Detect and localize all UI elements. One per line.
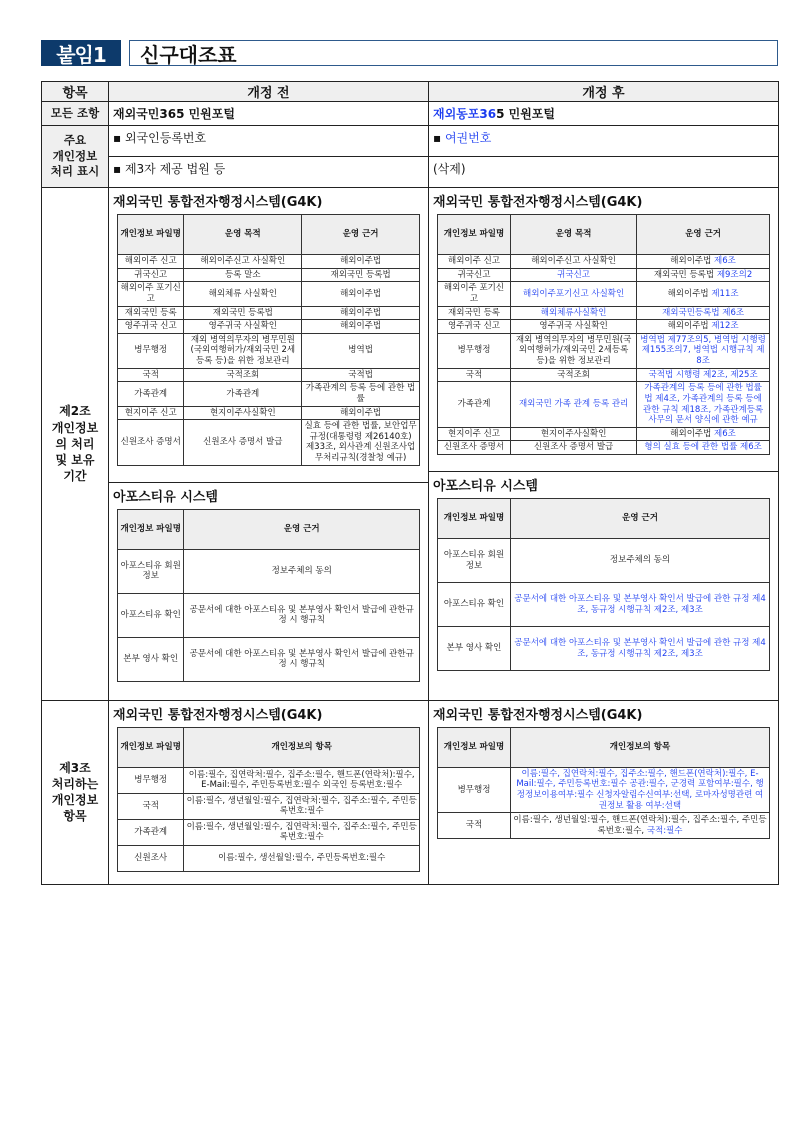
file-name-cell: 영주귀국 신고	[118, 320, 184, 334]
items-cell: 이름:필수, 생년월일:필수, 집연락처:필수, 집주소:필수, 주민등록번호:필수	[184, 819, 420, 845]
label-line: 주요	[63, 133, 87, 148]
apostille-title: 아포스티유 시스템	[113, 489, 218, 505]
file-name-cell: 재외국민 등록	[118, 306, 184, 320]
table-row	[438, 813, 770, 839]
basis-cell	[637, 282, 770, 306]
g4k-title: 재외국민 통합전자행정시스템(G4K)	[433, 195, 643, 210]
file-name-cell: 해외이주 신고	[118, 255, 184, 269]
changed-text: 제6조	[714, 256, 736, 266]
purpose-cell: 해외이주신고 사실확인	[511, 255, 637, 269]
file-name-cell: 현지이주 신고	[438, 427, 511, 441]
changed-text: 재외국민등록법 제6조	[662, 307, 745, 318]
purpose-cell: 해외이주신고 사실확인	[184, 255, 302, 269]
purpose-cell: 귀국신고	[511, 268, 637, 282]
header-cell: 운영 근거	[511, 499, 770, 539]
header-cell: 개인정보 파일명	[118, 215, 184, 255]
basis-cell	[637, 306, 770, 320]
file-name-cell: 영주귀국 신고	[438, 320, 511, 334]
label-line: 처리하는	[51, 776, 99, 791]
basis-cell: 국적법	[302, 368, 420, 382]
table-row	[438, 333, 770, 368]
header-cell: 개인정보 파일명	[438, 727, 511, 767]
table-row	[438, 539, 770, 583]
bullet: ▪	[433, 131, 445, 145]
file-name-cell: 신원조사 증명서	[438, 441, 511, 455]
purpose-cell: 신원조사 증명서 발급	[511, 441, 637, 455]
g4k-table-after	[437, 214, 770, 455]
basis-cell	[637, 255, 770, 269]
g4k-title: 재외국민 통합전자행정시스템(G4K)	[113, 195, 323, 210]
unchanged-text: 해외이주법	[667, 321, 712, 332]
basis-cell: 공문서에 대한 아포스티유 및 본부영사 확인서 발급에 관한규정 시 행규칙	[184, 593, 420, 637]
attachment-badge: 붙임1	[41, 40, 121, 66]
table-row	[438, 255, 770, 269]
header-cell: 개인정보의 항목	[184, 727, 420, 767]
comparison-table	[41, 81, 779, 885]
label-line: 제3조	[59, 760, 91, 775]
purpose-cell: 영주귀국 사실확인	[184, 320, 302, 334]
purpose-cell: 해외이주포기신고 사실확인	[511, 282, 637, 306]
items-table-after	[437, 727, 770, 840]
unchanged-text: 해외이주법	[667, 288, 712, 299]
purpose-cell: 국적조회	[511, 368, 637, 382]
unchanged-text: 재외국민 등록법	[653, 269, 717, 280]
basis-cell	[637, 333, 770, 368]
purpose-cell: 재외국민 가족 관계 등록 관리	[511, 382, 637, 428]
file-name-cell: 해외이주 포기신고	[438, 282, 511, 306]
basis-cell: 공문서에 대한 아포스티유 및 본부영사 확인서 발급에 관한 규정 제4조, 동규정 시행규칙 제2조, 제3조	[511, 583, 770, 627]
table-row	[118, 368, 420, 382]
file-name-cell: 아포스티유 회원정보	[438, 539, 511, 583]
basis-cell	[637, 441, 770, 455]
basis-cell: 해외이주법	[302, 406, 420, 420]
file-name-cell: 귀국신고	[438, 268, 511, 282]
table-row	[118, 767, 420, 793]
after-cell	[429, 700, 779, 884]
changed-text: 제6조	[714, 428, 736, 439]
table-row	[118, 306, 420, 320]
changed-text: 여권번호	[444, 131, 492, 145]
purpose-cell: 영주귀국 사실확인	[511, 320, 637, 334]
basis-cell: 재외국민 등록법	[302, 268, 420, 282]
basis-cell: 공문서에 대한 아포스티유 및 본부영사 확인서 발급에 관한규정 시 행규칙	[184, 637, 420, 681]
label-line: 처리 표시	[50, 164, 100, 179]
basis-cell	[637, 368, 770, 382]
purpose-cell: 해외체류 사실확인	[184, 282, 302, 306]
header-cell: 운영 근거	[302, 215, 420, 255]
items-cell: 이름:필수, 집연락처:필수, 집주소:필수, 핸드폰(연락처):필수, E-Mail:필수, 주민등록번호:필수 외국인 등록번호:필수	[184, 767, 420, 793]
header-cell: 개인정보의 항목	[511, 727, 770, 767]
table-row	[438, 767, 770, 813]
table-row	[438, 268, 770, 282]
after-cell	[429, 188, 779, 701]
after-text	[429, 102, 779, 126]
changed-text: 병역법 제77조의5, 병역법 시행령 제155조의7, 병역법 시행규칙 제8조	[640, 334, 766, 366]
changed-text: 재외동포36	[433, 107, 497, 121]
file-name-cell: 병무행정	[438, 767, 511, 813]
basis-cell	[637, 268, 770, 282]
changed-text: 국적법 시행령 제2조, 제25조	[648, 369, 758, 380]
row-all-articles	[42, 102, 779, 126]
file-name-cell: 아포스티유 확인	[118, 593, 184, 637]
table-row	[118, 549, 420, 593]
purpose-cell: 재외국민 등록법	[184, 306, 302, 320]
items-cell: 이름:필수, 생선월일:필수, 주민등록번호:필수	[184, 845, 420, 871]
header-cell: 운영 근거	[637, 215, 770, 255]
table-row	[118, 819, 420, 845]
file-name-cell: 가족관계	[438, 382, 511, 428]
table-row	[118, 268, 420, 282]
file-name-cell: 신원조사	[118, 845, 184, 871]
table-row	[118, 382, 420, 406]
changed-text: 제11조	[711, 288, 739, 299]
table-row	[438, 583, 770, 627]
after-text	[429, 126, 779, 157]
table-row	[118, 637, 420, 681]
basis-cell: 해외이주법	[302, 306, 420, 320]
items-cell	[511, 813, 770, 839]
row-display-1	[42, 126, 779, 157]
file-name-cell: 국적	[438, 813, 511, 839]
changed-text: 이름:필수, 집연락처:필수, 집주소:필수, 핸드폰(연락처):필수, E-Mail:필수, 주민등록번호:필수 공관:필수, 군경력 포함여부:필수, 행정정보이용여부:필수 신청자알림수신여부:선택, 로마자성명관련 여권정보 활용 여부:선택	[516, 768, 764, 811]
before-text: 재외국민365 민원포털	[109, 102, 429, 126]
header-cell: 개인정보 파일명	[438, 215, 511, 255]
row-article3	[42, 700, 779, 884]
table-row	[438, 427, 770, 441]
label-line: 의 처리	[55, 436, 95, 451]
basis-cell	[637, 320, 770, 334]
table-row	[118, 420, 420, 466]
table-row	[118, 333, 420, 368]
file-name-cell: 신원조사 증명서	[118, 420, 184, 466]
before-cell	[109, 188, 429, 701]
purpose-cell: 해외체류사실확인	[511, 306, 637, 320]
basis-cell: 정보주체의 동의	[511, 539, 770, 583]
label-line: 항목	[63, 809, 87, 824]
purpose-cell: 현지이주사실확인	[184, 406, 302, 420]
apostille-table-after	[437, 498, 770, 671]
purpose-cell: 재외 병역의무자의 병무민원(국외여행허가/재외국민 2세등록 등)을 위한 정보관리	[511, 333, 637, 368]
apostille-table-before	[117, 509, 420, 682]
file-name-cell: 현지이주 신고	[118, 406, 184, 420]
basis-cell: 실효 등에 관한 법률, 보안업무규정(대통령령 제26140호) 제33조, 외사관계 신원조사업무처리규칙(경찰청 예규)	[302, 420, 420, 466]
file-name-cell: 가족관계	[118, 382, 184, 406]
file-name-cell: 귀국신고	[118, 268, 184, 282]
row-article2	[42, 188, 779, 701]
purpose-cell: 재외 병역의무자의 병무민원(국외여행허가/재외국민 2세등록 등)을 위한 정보관리	[184, 333, 302, 368]
file-name-cell: 국적	[118, 368, 184, 382]
row-display-2	[42, 157, 779, 188]
label-line: 제2조	[59, 404, 91, 419]
purpose-cell: 국적조회	[184, 368, 302, 382]
header-row	[42, 82, 779, 102]
basis-cell: 해외이주법	[302, 282, 420, 306]
table-row	[118, 282, 420, 306]
g4k-table-before	[117, 214, 420, 466]
table-row	[438, 627, 770, 671]
changed-text: 제12조	[711, 321, 739, 332]
apostille-title: 아포스티유 시스템	[433, 479, 538, 494]
col-item-header: 항목	[42, 82, 109, 102]
basis-cell: 병역법	[302, 333, 420, 368]
basis-cell	[637, 382, 770, 428]
header-cell: 개인정보 파일명	[118, 727, 184, 767]
table-row	[438, 320, 770, 334]
row-label	[42, 188, 109, 701]
table-row	[118, 845, 420, 871]
purpose-cell: 가족관계	[184, 382, 302, 406]
after-text: (삭제)	[429, 157, 779, 188]
g4k-title: 재외국민 통합전자행정시스템(G4K)	[113, 707, 323, 723]
file-name-cell: 해외이주 포기신고	[118, 282, 184, 306]
table-row	[438, 282, 770, 306]
changed-text: 형의 실효 등에 관한 법률 제6조	[644, 442, 762, 453]
table-row	[438, 368, 770, 382]
unchanged-text: 이름:필수, 생년월일:필수, 핸드폰(연락처):필수, 집주소:필수, 주민등록번호:필수,	[513, 815, 767, 836]
before-text: ▪ 제3자 제공 법원 등	[109, 157, 429, 188]
row-label: 모든 조항	[42, 102, 109, 126]
purpose-cell: 등록 말소	[184, 268, 302, 282]
basis-cell: 공문서에 대한 아포스티유 및 본부영사 확인서 발급에 관한 규정 제4조, 동규정 시행규칙 제2조, 제3조	[511, 627, 770, 671]
g4k-title: 재외국민 통합전자행정시스템(G4K)	[433, 707, 643, 723]
file-name-cell: 병무행정	[118, 333, 184, 368]
label-line: 개인정보	[51, 793, 99, 808]
table-row	[438, 441, 770, 455]
header-cell: 운영 근거	[184, 509, 420, 549]
table-row	[118, 593, 420, 637]
file-name-cell: 해외이주 신고	[438, 255, 511, 269]
items-cell	[511, 767, 770, 813]
items-cell: 이름:필수, 생년월일:필수, 집연락처:필수, 집주소:필수, 주민등록번호:필수	[184, 793, 420, 819]
document-header	[41, 40, 778, 66]
row-label	[42, 700, 109, 884]
label-line: 개인정보	[52, 148, 98, 163]
unchanged-text: 해외이주법	[670, 428, 715, 439]
col-after-header: 개정 후	[429, 82, 779, 102]
basis-cell: 정보주체의 동의	[184, 549, 420, 593]
label-line: 개인정보	[51, 420, 99, 435]
file-name-cell: 병무행정	[438, 333, 511, 368]
label-line: 기간	[63, 469, 87, 484]
file-name-cell: 재외국민 등록	[438, 306, 511, 320]
basis-cell: 가족관계의 등록 등에 관한 법률	[302, 382, 420, 406]
changed-text: 국적:필수	[646, 825, 683, 836]
file-name-cell: 병무행정	[118, 767, 184, 793]
col-before-header: 개정 전	[109, 82, 429, 102]
table-row	[118, 255, 420, 269]
table-row	[438, 382, 770, 428]
file-name-cell: 아포스티유 회원정보	[118, 549, 184, 593]
file-name-cell: 가족관계	[118, 819, 184, 845]
unchanged-text: 5 민원포털	[496, 107, 555, 121]
basis-cell	[637, 427, 770, 441]
header-cell: 개인정보 파일명	[438, 499, 511, 539]
document-title: 신구대조표	[129, 40, 778, 66]
file-name-cell: 아포스티유 확인	[438, 583, 511, 627]
table-row	[118, 320, 420, 334]
file-name-cell: 본부 영사 확인	[438, 627, 511, 671]
purpose-cell: 현지이주사실확인	[511, 427, 637, 441]
header-cell: 운영 목적	[511, 215, 637, 255]
file-name-cell: 국적	[438, 368, 511, 382]
changed-text: 가족관계의 등록 등에 관한 법률 법 제4조, 가족관계의 등록 등에 관한 규칙 제18조, 가족관계등록사무의 문서 양식에 관한 예규	[643, 383, 764, 426]
before-cell	[109, 700, 429, 884]
basis-cell: 해외이주법	[302, 255, 420, 269]
purpose-cell: 신원조사 증명서 발급	[184, 420, 302, 466]
file-name-cell: 국적	[118, 793, 184, 819]
table-row	[438, 306, 770, 320]
unchanged-text: 해외이주법	[670, 256, 715, 266]
label-line: 및 보유	[55, 452, 95, 467]
row-label	[42, 126, 109, 188]
table-row	[118, 793, 420, 819]
before-text: ▪ 외국인등록번호	[109, 126, 429, 157]
file-name-cell: 본부 영사 확인	[118, 637, 184, 681]
header-cell: 개인정보 파일명	[118, 509, 184, 549]
basis-cell: 해외이주법	[302, 320, 420, 334]
items-table-before	[117, 727, 420, 872]
table-row	[118, 406, 420, 420]
changed-text: 제9조의2	[716, 269, 753, 280]
header-cell: 운영 목적	[184, 215, 302, 255]
